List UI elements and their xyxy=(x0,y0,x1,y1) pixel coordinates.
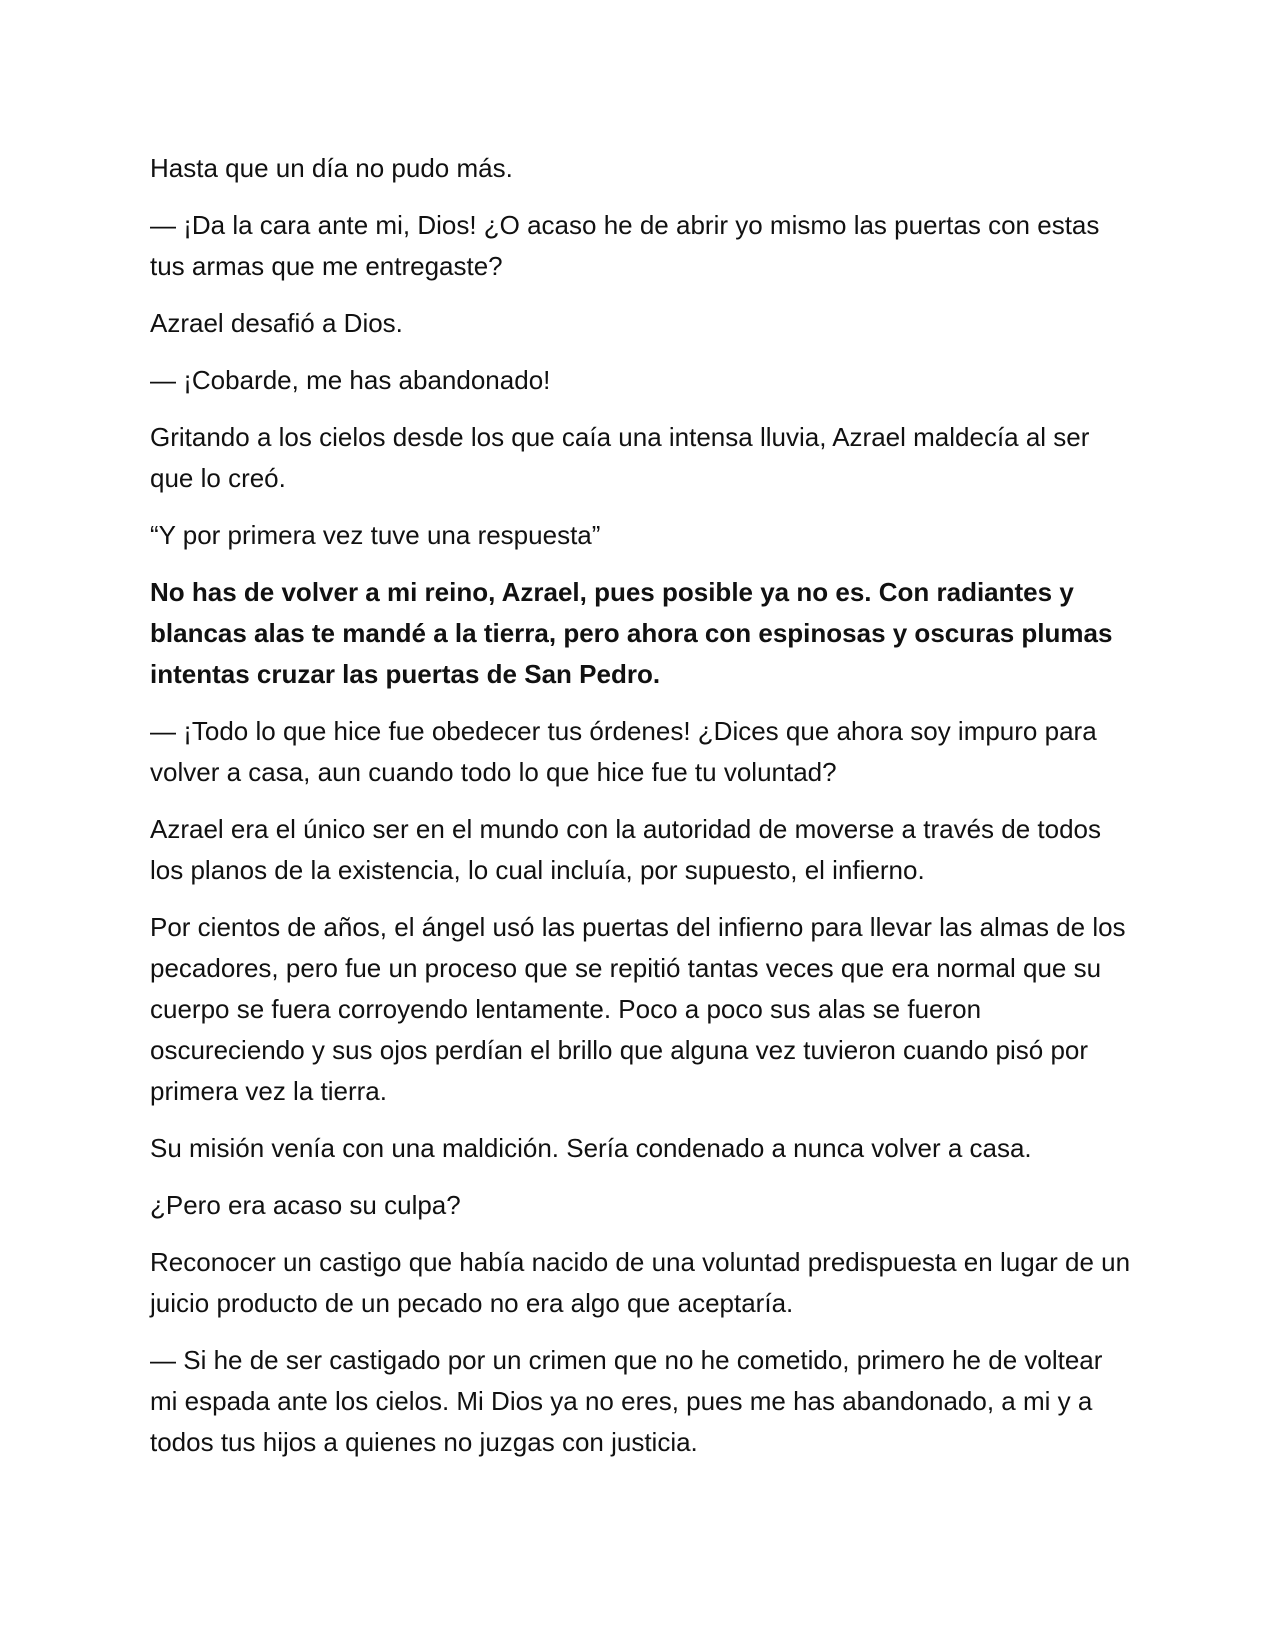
paragraph-14: — Si he de ser castigado por un crimen que no he cometido, primero he de voltear mi espada ante los cielos. Mi Dios ya no eres, pues me has abandonado, a mi y a todos tus hijos a quienes no juzgas con justicia. xyxy=(150,1345,1103,1457)
paragraph-11: Su misión venía con una maldición. Sería condenado a nunca volver a casa. xyxy=(150,1133,1032,1163)
paragraph-3: Azrael desafió a Dios. xyxy=(150,308,403,338)
paragraph-2: — ¡Da la cara ante mi, Dios! ¿O acaso he de abrir yo mismo las puertas con estas tus armas que me entregaste? xyxy=(150,210,1100,281)
paragraph-10: Por cientos de años, el ángel usó las puertas del infierno para llevar las almas de los pecadores, pero fue un proceso que se repitió tantas veces que era normal que su cuerpo se fuera corroyendo lentamente. Poco a poco sus alas se fueron oscureciendo y sus ojos perdían el brillo que alguna vez tuvieron cuando pisó por primera vez la tierra. xyxy=(150,912,1126,1106)
paragraph-6: “Y por primera vez tuve una respuesta” xyxy=(150,520,601,550)
paragraph-5: Gritando a los cielos desde los que caía una intensa lluvia, Azrael maldecía al ser que lo creó. xyxy=(150,422,1090,493)
document-page xyxy=(150,148,1135,1479)
paragraph-1: Hasta que un día no pudo más. xyxy=(150,153,513,183)
paragraph-9: Azrael era el único ser en el mundo con la autoridad de moverse a través de todos los planos de la existencia, lo cual incluía, por supuesto, el infierno. xyxy=(150,814,1101,885)
paragraph-4: — ¡Cobarde, me has abandonado! xyxy=(150,365,551,395)
paragraph-13: Reconocer un castigo que había nacido de una voluntad predispuesta en lugar de un juicio producto de un pecado no era algo que aceptaría. xyxy=(150,1247,1131,1318)
paragraph-8: — ¡Todo lo que hice fue obedecer tus órdenes! ¿Dices que ahora soy impuro para volver a casa, aun cuando todo lo que hice fue tu voluntad? xyxy=(150,716,1097,787)
paragraph-12: ¿Pero era acaso su culpa? xyxy=(150,1190,461,1220)
paragraph-7-bold: No has de volver a mi reino, Azrael, pues posible ya no es. Con radiantes y blancas alas te mandé a la tierra, pero ahora con espinosas y oscuras plumas intentas cruzar las puertas de San Pedro. xyxy=(150,577,1113,689)
